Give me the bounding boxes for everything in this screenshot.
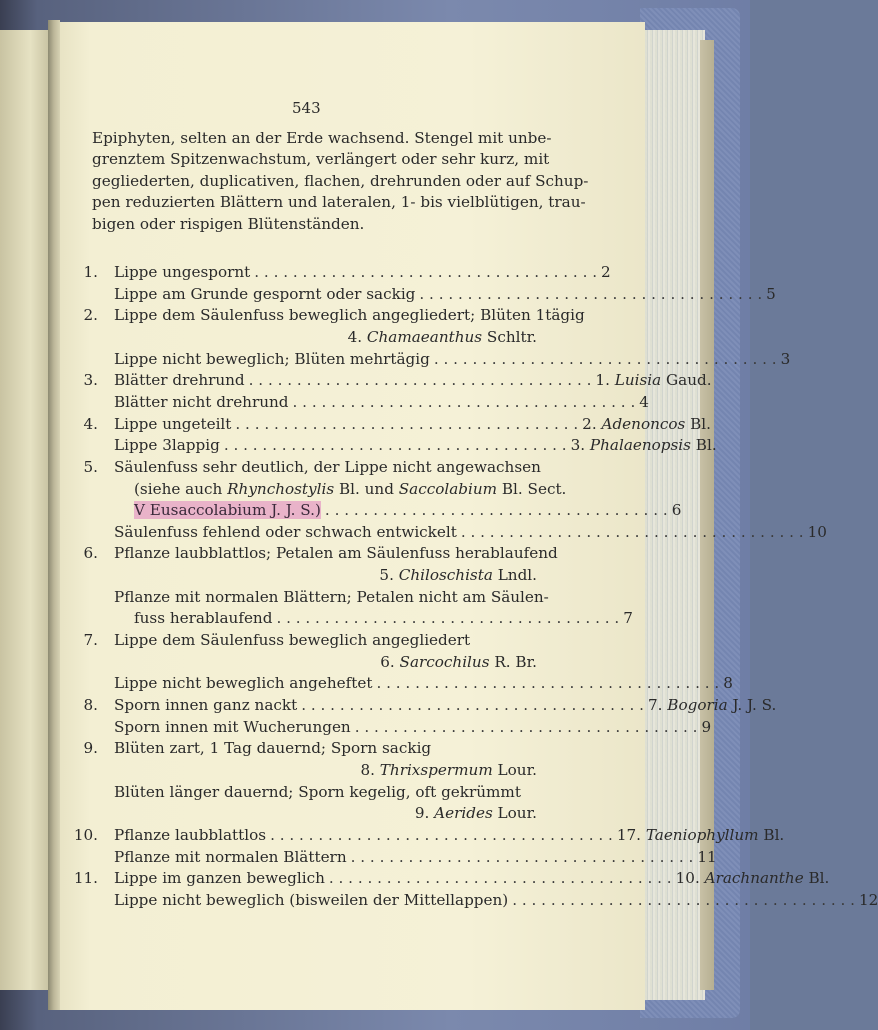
key-line: [114, 305, 585, 325]
key-row: [0, 284, 776, 305]
key-text: Lippe nicht beweglich; Blüten mehrtägig: [114, 349, 430, 368]
key-line: [114, 825, 785, 845]
key-row: [0, 305, 750, 326]
key-line: [114, 738, 537, 758]
taxon-genus: Chiloschista: [398, 566, 493, 585]
key-line: [114, 284, 776, 304]
key-row: [0, 349, 791, 370]
taxon-author: Bl.: [758, 825, 785, 844]
key-number: 10.: [73, 825, 98, 844]
key-number: 8.: [83, 696, 98, 714]
key-reference: [617, 825, 784, 845]
key-text: Pflanze laubblattlos; Petalen am Säulenfuss herablaufend: [114, 544, 558, 563]
key-row: [0, 673, 750, 694]
key-number: 5.: [83, 457, 98, 476]
taxon-number: 6.: [380, 652, 400, 671]
taxon-reference: [348, 327, 537, 347]
key-text: Lippe am Grunde gespornt oder sackig: [114, 284, 416, 303]
taxon-number: 3.: [570, 436, 590, 455]
leader-dots: . . . . . . . . . . . . . . . . . . . . . . . . . . . . . . . . . . . .: [248, 371, 592, 390]
key-line: [114, 717, 712, 737]
key-reference: 9: [701, 717, 712, 736]
key-line: [114, 414, 711, 434]
key-text: Blüten länger dauernd; Sporn kegelig, oft gekrümmt: [114, 782, 521, 801]
key-text: Lippe nicht beweglich angeheftet: [114, 674, 373, 693]
key-number: 11.: [73, 869, 98, 888]
key-line: [134, 608, 633, 628]
key-continuation: [134, 479, 566, 499]
key-reference: 5: [766, 284, 776, 303]
key-row: [0, 695, 777, 716]
leader-dots: . . . . . . . . . . . . . . . . . . . . . . . . . . . . . . . . . . . .: [276, 609, 620, 628]
taxon-genus: Sarcochilus: [399, 652, 490, 671]
key-line: [114, 543, 558, 563]
taxon-genus: Aerides: [434, 804, 493, 823]
key-row: [0, 847, 750, 868]
key-row: [0, 803, 750, 824]
key-row: [0, 370, 750, 391]
taxon-author: Bl.: [690, 436, 717, 455]
key-line: [114, 349, 791, 369]
key-text: Blätter nicht drehrund: [114, 392, 289, 411]
key-line: [114, 522, 827, 542]
taxon-author: Schltr.: [482, 327, 537, 346]
key-text: Säulenfuss sehr deutlich, der Lippe nicht angewachsen: [114, 457, 541, 476]
leader-dots: . . . . . . . . . . . . . . . . . . . . . . . . . . . . . . . . . . . .: [324, 501, 668, 520]
key-row: [0, 543, 750, 564]
intro-line: Epiphyten, selten an der Erde wachsend. Stengel mit unbe-: [92, 129, 552, 147]
key-row: [0, 479, 750, 500]
leader-dots: . . . . . . . . . . . . . . . . . . . . . . . . . . . . . . . . . . . .: [292, 392, 636, 411]
key-line: [114, 673, 733, 693]
key-line: [114, 370, 712, 390]
taxon-number: 10.: [675, 869, 705, 888]
taxon-reference: [415, 803, 537, 823]
key-text: Lippe dem Säulenfuss beweglich angegliedert; Blüten 1tägig: [114, 306, 585, 325]
key-text: Blätter drehrund: [114, 371, 245, 390]
key-row: [0, 327, 750, 348]
continuation-text: (siehe auch: [134, 479, 228, 498]
key-row: [0, 782, 750, 803]
key-row: [0, 825, 785, 846]
taxon-genus: Arachnanthe: [704, 869, 804, 888]
key-text: Pflanze laubblattlos: [114, 825, 267, 844]
key-number: 3.: [83, 371, 98, 390]
key-text: Lippe 3lappig: [114, 436, 220, 455]
leader-dots: . . . . . . . . . . . . . . . . . . . . . . . . . . . . . . . . . . . .: [270, 825, 613, 844]
leader-dots: . . . . . . . . . . . . . . . . . . . . . . . . . . . . . . . . . . . .: [460, 522, 804, 541]
key-row: [0, 717, 750, 738]
key-row: [0, 435, 750, 456]
key-line: [114, 782, 537, 802]
taxon-author: Lndl.: [492, 566, 537, 585]
key-line: [114, 890, 878, 910]
leader-dots: . . . . . . . . . . . . . . . . . . . . . . . . . . . . . . . . . . . .: [376, 674, 720, 693]
key-number: 6.: [83, 544, 98, 563]
key-line: [114, 695, 777, 715]
key-number: 7.: [83, 631, 98, 650]
leader-dots: . . . . . . . . . . . . . . . . . . . . . . . . . . . . . . . . . . . .: [512, 890, 855, 909]
key-reference: 12: [858, 890, 878, 909]
key-reference: 6: [671, 501, 682, 520]
key-row: [0, 652, 750, 673]
key-row: [0, 500, 750, 521]
taxon-author: J. J. S.: [727, 696, 777, 714]
leader-dots: . . . . . . . . . . . . . . . . . . . . . . . . . . . . . . . . . . . .: [254, 263, 598, 281]
key-reference: [676, 868, 830, 888]
key-text: Pflanze mit normalen Blättern; Petalen nicht am Säulen-: [114, 587, 549, 606]
key-row: [0, 608, 750, 629]
leader-dots: . . . . . . . . . . . . . . . . . . . . . . . . . . . . . . . . . . . .: [419, 284, 763, 303]
key-line: [114, 847, 717, 867]
highlighted-text: V Eusaccolabium J. J. S.): [134, 501, 321, 520]
key-row: [0, 414, 750, 435]
taxon-author: Gaud.: [661, 371, 712, 390]
key-number: 9.: [83, 739, 98, 758]
taxon-number: 17.: [616, 825, 646, 844]
key-line: [114, 262, 611, 282]
taxon-genus: Adenoncos: [601, 414, 686, 433]
page-number: 543: [292, 99, 321, 117]
key-line: [114, 392, 649, 412]
taxon-genus: Rhynchostylis: [227, 479, 335, 498]
continuation-text: Bl. und: [334, 479, 399, 498]
key-number: 1.: [83, 263, 98, 281]
taxon-reference: [360, 760, 537, 780]
continuation-text: Bl. Sect.: [497, 479, 567, 498]
taxon-genus: Phalaenopsis: [589, 436, 691, 455]
key-text: Lippe ungespornt: [114, 263, 251, 281]
taxon-author: Lour.: [492, 804, 537, 823]
intro-line: gegliederten, duplicativen, flachen, drehrunden oder auf Schup-: [92, 171, 589, 190]
key-text: Lippe im ganzen beweglich: [114, 869, 325, 888]
key-line: [134, 500, 682, 520]
key-text: Lippe nicht beweglich (bisweilen der Mittellappen): [114, 890, 509, 909]
key-number: 4.: [83, 414, 98, 433]
taxon-genus: Saccolabium: [398, 479, 498, 498]
key-line: [114, 435, 717, 455]
taxon-number: 7.: [647, 696, 668, 714]
intro-line: pen reduzierten Blättern und lateralen, 1- bis vielblütigen, trau-: [92, 193, 586, 212]
key-row: [0, 630, 750, 651]
key-reference: [595, 370, 711, 390]
taxon-number: 9.: [414, 804, 435, 823]
key-row: [0, 262, 750, 283]
leader-dots: . . . . . . . . . . . . . . . . . . . . . . . . . . . . . . . . . . . .: [350, 847, 694, 866]
key-reference: 8: [723, 674, 733, 693]
key-reference: 3: [780, 349, 791, 368]
key-row: [0, 868, 830, 889]
intro-line: grenztem Spitzenwachstum, verlängert oder sehr kurz, mit: [92, 150, 550, 169]
leader-dots: . . . . . . . . . . . . . . . . . . . . . . . . . . . . . . . . . . . .: [223, 436, 567, 455]
key-text: Sporn innen ganz nackt: [114, 696, 298, 714]
key-text: Blüten zart, 1 Tag dauernd; Sporn sackig: [114, 739, 432, 758]
key-text: Sporn innen mit Wucherungen: [114, 717, 351, 736]
taxon-author: Bl.: [803, 869, 830, 888]
key-text: [134, 500, 321, 520]
leader-dots: . . . . . . . . . . . . . . . . . . . . . . . . . . . . . . . . . . . .: [235, 414, 579, 433]
leader-dots: . . . . . . . . . . . . . . . . . . . . . . . . . . . . . . . . . . . .: [328, 869, 672, 888]
taxon-number: 4.: [347, 327, 367, 346]
key-reference: 4: [639, 392, 649, 411]
taxon-number: 1.: [595, 371, 615, 390]
taxon-genus: Luisia: [614, 371, 662, 390]
taxon-author: R. Br.: [489, 652, 537, 671]
key-text: Lippe ungeteilt: [114, 414, 232, 433]
leader-dots: . . . . . . . . . . . . . . . . . . . . . . . . . . . . . . . . . . . .: [301, 696, 644, 714]
taxon-number: 5.: [379, 566, 399, 585]
key-reference: 10: [807, 522, 827, 541]
key-reference: [571, 435, 717, 455]
key-reference: 7: [623, 609, 633, 628]
key-text: fuss herablaufend: [134, 609, 273, 628]
taxon-reference: [379, 565, 537, 585]
taxon-author: Lour.: [492, 760, 537, 779]
key-row: [0, 738, 750, 759]
taxon-genus: Chamaeanthus: [366, 327, 483, 346]
key-line: [114, 457, 541, 477]
leader-dots: . . . . . . . . . . . . . . . . . . . . . . . . . . . . . . . . . . . .: [354, 717, 698, 736]
key-line: [114, 587, 549, 607]
key-row: [0, 565, 750, 586]
intro-line: bigen oder rispigen Blütenständen.: [92, 214, 365, 233]
key-row: [0, 760, 750, 781]
key-text: Lippe dem Säulenfuss beweglich angegliedert: [114, 631, 471, 650]
taxon-author: Bl.: [685, 414, 711, 433]
key-row: [0, 522, 827, 543]
taxon-genus: Thrixspermum: [379, 760, 493, 779]
key-line: [114, 868, 830, 888]
key-reference: 11: [697, 847, 717, 866]
key-reference: [582, 414, 711, 434]
key-row: [0, 587, 750, 608]
taxon-genus: Taeniophyllum: [645, 825, 759, 844]
taxon-number: 8.: [360, 760, 380, 779]
key-reference: [648, 695, 776, 715]
taxon-number: 2.: [582, 414, 602, 433]
key-line: [114, 630, 537, 650]
key-row: [0, 392, 750, 413]
leader-dots: . . . . . . . . . . . . . . . . . . . . . . . . . . . . . . . . . . . .: [433, 349, 777, 368]
key-text: Pflanze mit normalen Blättern: [114, 847, 347, 866]
key-number: 2.: [83, 306, 98, 325]
key-text: Säulenfuss fehlend oder schwach entwickelt: [114, 522, 457, 541]
taxon-genus: Bogoria: [667, 696, 728, 714]
key-reference: 2: [601, 263, 611, 281]
key-row: [0, 457, 750, 478]
taxon-reference: [380, 652, 537, 672]
key-row: [0, 890, 878, 911]
